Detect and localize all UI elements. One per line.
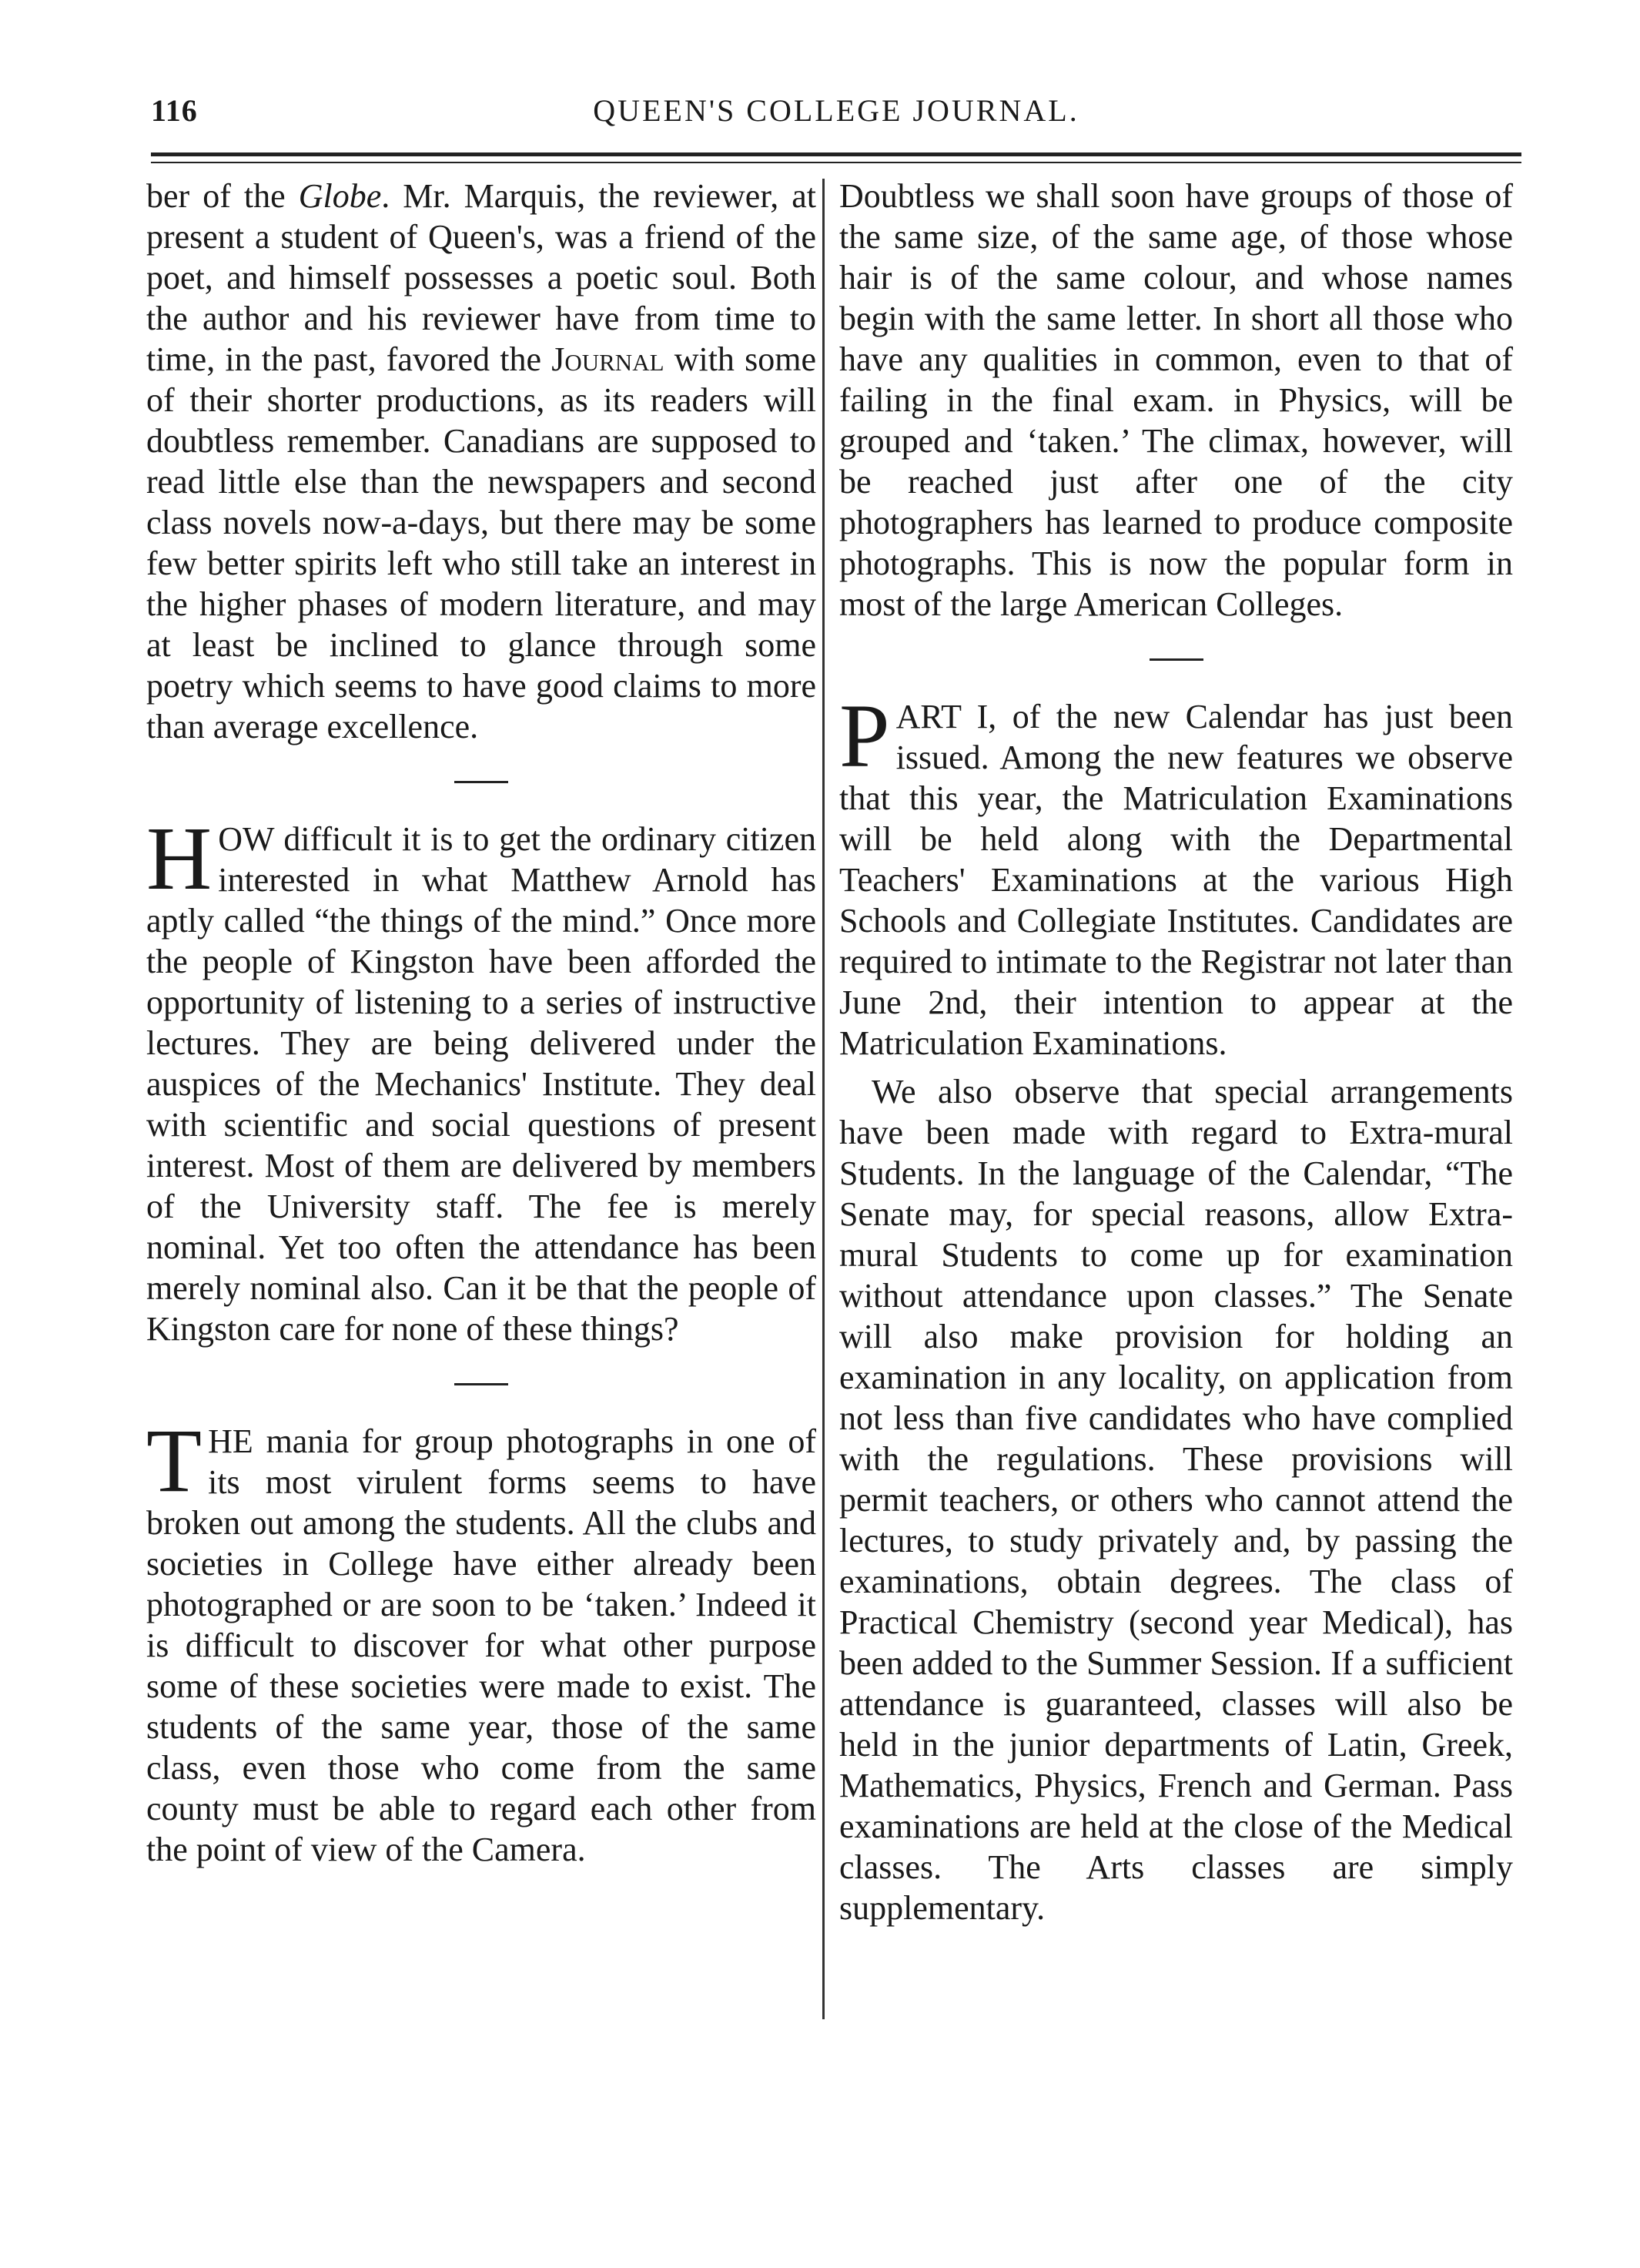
header-rule-thin xyxy=(151,162,1521,163)
globe-title: Globe xyxy=(298,177,382,215)
lead-caps: HE xyxy=(208,1422,253,1460)
journal-title: QUEEN'S COLLEGE JOURNAL. xyxy=(593,93,1079,128)
right-column xyxy=(839,176,1513,1928)
section-separator xyxy=(1150,658,1203,661)
text-run: with some of their shorter productions, as its readers will doubtless remember. Canadians are supposed to read little else than the newspapers and second class novels now-a-days, but there may be some few better spirits left who still take an interest in the higher phases of modern literature, and may at least be inclined to glance through some poetry which seems to have good claims to more than average excellence. xyxy=(146,340,816,745)
text-run: . Mr. Marquis, the reviewer, at present a student of Queen's, was a friend of the poet, and himself possesses a poetic soul. Both the author and his reviewer have from time to time, in the past, favored the xyxy=(146,177,817,378)
text-run: mania for group photographs in one of its most virulent forms seems to have broken out among the students. All the clubs and societies in College have either already been photographed or are soon to be ‘taken.’ Indeed it is difficult to discover for what other purpose some of these societies were made to exist. The students of the same year, those of the same class, even those who come from the same county must be able to regard each other from the point of view of the Camera. xyxy=(146,1422,816,1868)
header-rule-thick xyxy=(151,152,1521,156)
drop-cap: H xyxy=(146,808,213,909)
paragraph-review xyxy=(146,176,816,747)
column-divider xyxy=(822,179,825,2019)
section-separator xyxy=(454,781,508,783)
drop-cap: T xyxy=(146,1410,202,1511)
page-number: 116 xyxy=(151,93,198,128)
paragraph-extramural: We also observe that special arrangements have been made with regard to Extra-mural Students. In the language of the Calendar, “The Senate may, for special reasons, allow Extra-mural Students to come up for examination without attendance upon classes.” The Senate will also make provision for holding an examination in any locality, on application from not less than five candidates who have complied with the regulations. These provisions will permit teachers, or others who cannot attend the lectures, to study privately and, by passing the examinations, obtain degrees. The class of Practical Chemistry (second year Medical), has been added to the Summer Session. If a sufficient attendance is guaranteed, classes will also be held in the junior departments of Latin, Greek, Mathematics, Physics, French and German. Pass examinations are held at the close of the Medical classes. The Arts classes are simply supplementary. xyxy=(839,1073,1513,1927)
paragraph-groups: Doubtless we shall soon have groups of those of the same size, of the same age, of those whose hair is of the same colour, and whose names begin with the same letter. In short all those who have any qualities in common, even to that of failing in the final exam. in Physics, will be grouped and ‘taken.’ The climax, however, will be reached just after one of the city photographers has learned to produce composite photographs. This is now the popular form in most of the large American Colleges. xyxy=(839,177,1513,623)
page-header xyxy=(151,92,1521,139)
journal-name: Journal xyxy=(551,340,664,378)
text-run: ber of the xyxy=(146,177,299,215)
text-run: difficult it is to get the ordinary citizen interested in what Matthew Arnold has aptly called “the things of the mind.” Once more the people of Kingston have been afforded the opportunity of listening to a series of instructive lectures. They are being delivered under the auspices of the Mechanics' Institute. They deal with scientific and social questions of present interest. Most of them are delivered by members of the University staff. The fee is merely nominal. Yet too often the attendance has been merely nominal also. Can it be that the people of Kingston care for none of these things? xyxy=(146,820,816,1348)
paragraph-calendar xyxy=(839,685,1513,1064)
text-run: I, of the new Calendar has just been issued. Among the new features we observe that this year, the Matriculation Examinations will be held along with the Departmental Teachers' Examinations at the various High Schools and Collegiate Institutes. Candidates are required to intimate to the Registrar not later than June 2nd, their intention to appear at the Matriculation Examinations. xyxy=(839,698,1513,1062)
paragraph-lectures xyxy=(146,808,816,1349)
paragraph-photographs xyxy=(146,1410,816,1870)
left-column xyxy=(146,176,816,1870)
lead-caps: ART xyxy=(895,698,962,735)
drop-cap: P xyxy=(839,685,890,786)
lead-caps: OW xyxy=(218,820,274,858)
section-separator xyxy=(454,1383,508,1385)
